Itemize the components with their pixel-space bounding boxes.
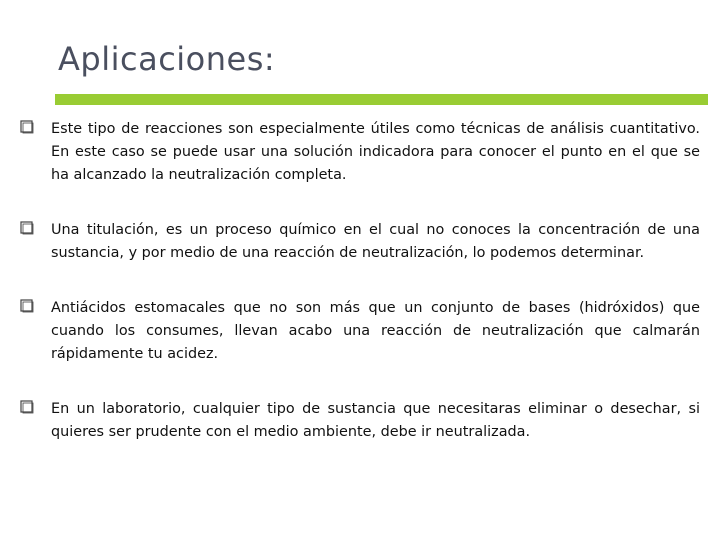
bullet-text: Este tipo de reacciones son especialmente útiles como técnicas de análisis cuantitativo. En este caso se puede usar una solución indicadora para conocer el punto en el que se ha alcanzado la neutralización completa. [51,121,700,183]
square-outline-bullet-icon [20,299,34,313]
slide-title: Aplicaciones: [58,40,276,78]
bullet-text: Antiácidos estomacales que no son más que un conjunto de bases (hidróxidos) que cuando los consumes, llevan acabo una reacción de neutralización que calmarán rápidamente tu acidez. [51,300,700,362]
bullet-text: En un laboratorio, cualquier tipo de sustancia que necesitaras eliminar o desechar, si quieres ser prudente con el medio ambiente, debe ir neutralizada. [51,401,700,440]
bullet-item [20,219,700,265]
bullet-text: Una titulación, es un proceso químico en el cual no conoces la concentración de una sustancia, y por medio de una reacción de neutralización, lo podemos determinar. [51,222,700,261]
bullet-item [20,118,700,187]
square-outline-bullet-icon [20,400,34,414]
square-outline-bullet-icon [20,120,34,134]
square-outline-bullet-icon [20,221,34,235]
bullet-item [20,398,700,444]
bullet-item [20,297,700,366]
bullet-list [20,118,700,444]
title-accent-bar [55,94,708,105]
